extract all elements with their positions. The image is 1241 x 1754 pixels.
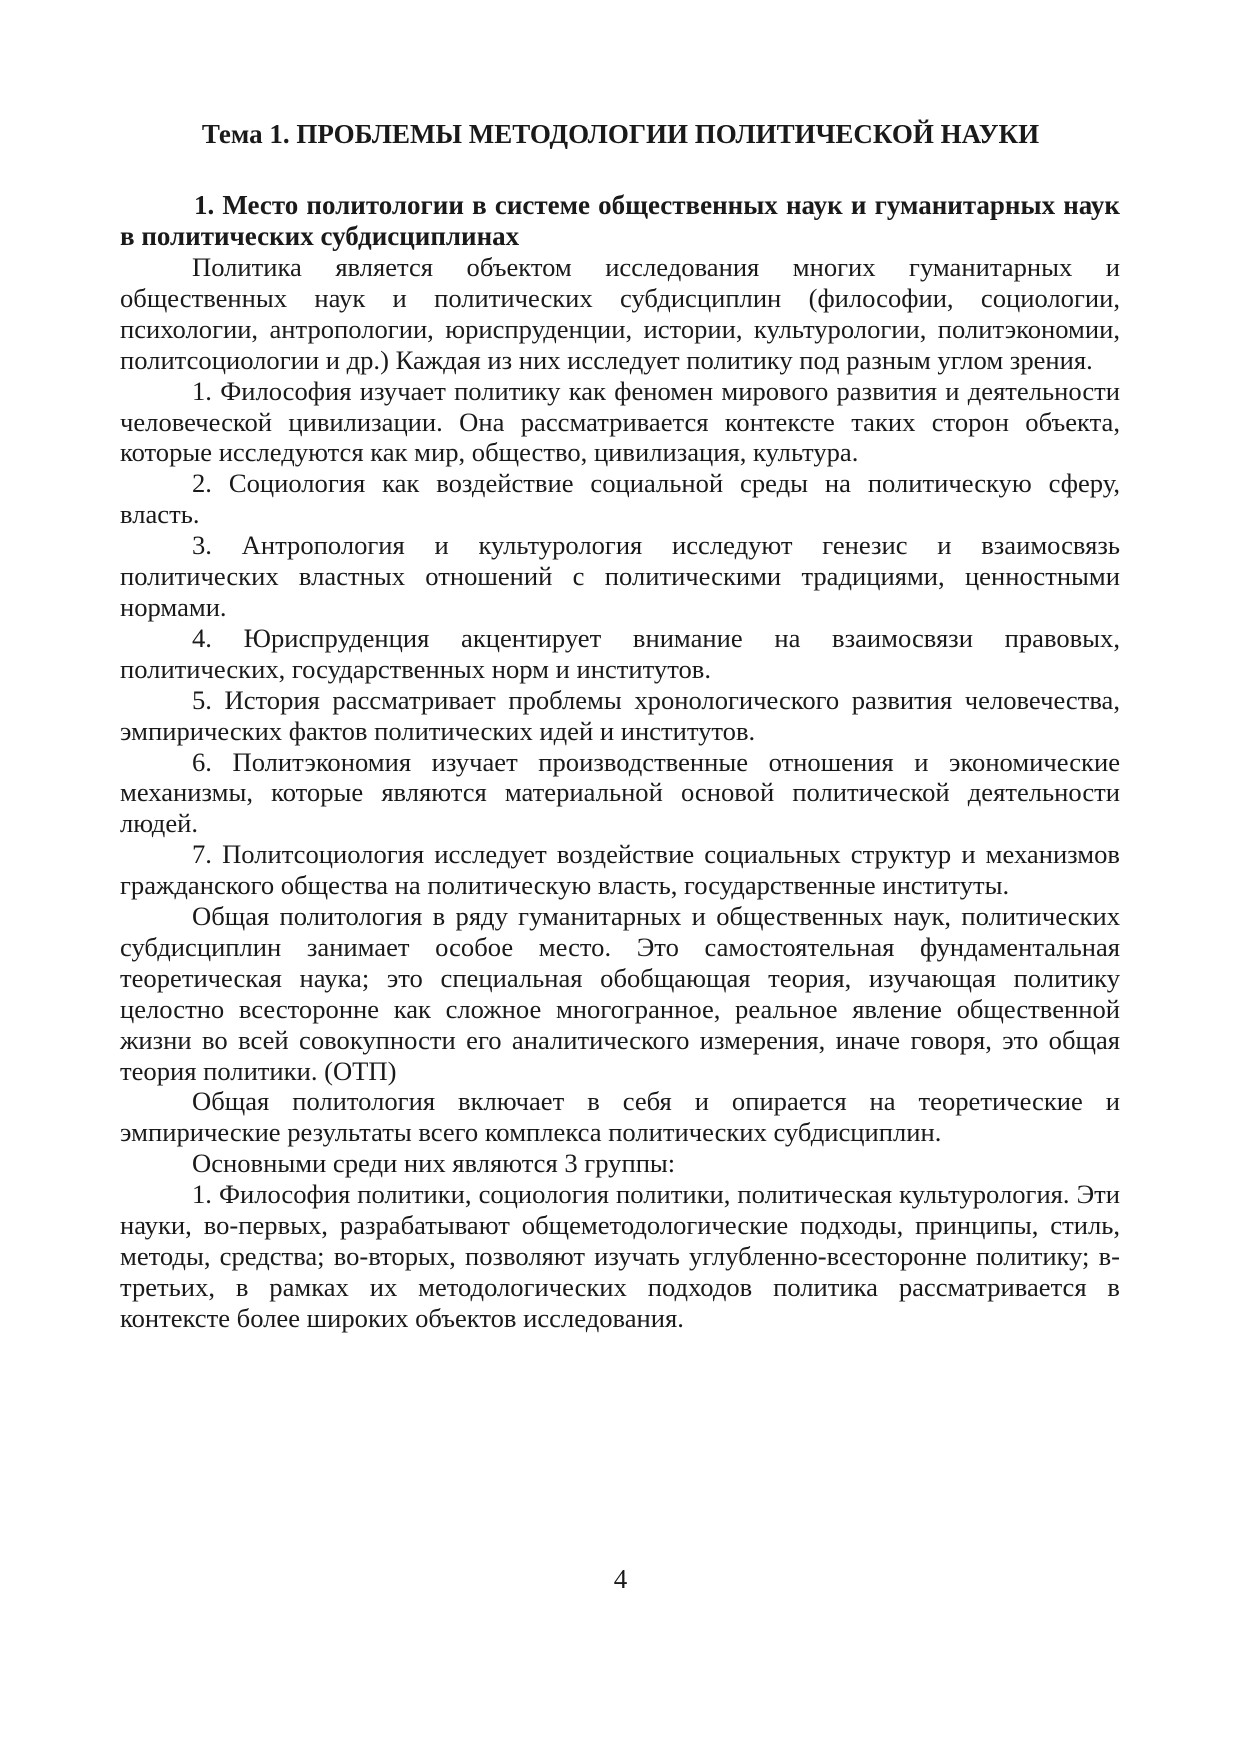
body-text [120, 252, 1120, 1334]
paragraph-groups: Основными среди них являются 3 группы: [192, 1148, 676, 1179]
section-heading: 1. Место политологии в системе общественных наук и гуманитарных наук в политических субдисциплинах [120, 190, 1120, 251]
paragraph-political-economy: 6. Политэкономия изучает производственные отношения и экономические механизмы, которые являются материальной основой политической деятельности людей. [120, 746, 1120, 839]
paragraph-political-sociology: 7. Политсоциология исследует воздействие социальных структур и механизмов гражданского общества на политическую власть, государственные институты. [120, 839, 1120, 901]
paragraph-sociology: 2. Социология как воздействие социальной среды на политическую сферу, власть. [120, 468, 1120, 530]
paragraph-anthropology: 3. Антропология и культурология исследуют генезис и взаимосвязь политических властных отношений с политическими традициями, ценностными нормами. [120, 530, 1120, 622]
paragraph-group-one: 1. Философия политики, социология политики, политическая культурология. Эти науки, во-первых, разрабатывают общеметодологические подходы, принципы, стиль, методы, средства; во-вторых, позволяют изучать углубленно-всесторонне политику; в-третьих, в рамках их методологических подходов политика рассматривается в контексте более широких объектов исследования. [120, 1179, 1120, 1333]
paragraph-history: 5. История рассматривает проблемы хронологического развития человечества, эмпирических фактов политических идей и институтов. [120, 684, 1120, 746]
paragraph-general-political-science: Общая политология в ряду гуманитарных и общественных наук, политических субдисциплин занимает особое место. Это самостоятельная фундаментальная теоретическая наука; это специальная обобщающая теория, изучающая политику целостно всесторонне как сложное многогранное, реальное явление общественной жизни во всей совокупности его аналитического измерения, иначе говоря, это общая теория политики. (ОТП) [120, 901, 1120, 1086]
topic-title: Тема 1. ПРОБЛЕМЫ МЕТОДОЛОГИИ ПОЛИТИЧЕСКОЙ НАУКИ [201, 119, 1040, 149]
paragraph-philosophy: 1. Философия изучает политику как феномен мирового развития и деятельности человеческой цивилизации. Она рассматривается контексте таких сторон объекта, которые исследуются как мир, общество, цивилизация, культура. [120, 375, 1120, 468]
paragraph-intro: Политика является объектом исследования многих гуманитарных и общественных наук и политических субдисциплин (философии, социологии, психологии, антропологии, юриспруденции, истории, культурологии, политэкономии, политсоциологии и др.) Каждая из них исследует политику под разным углом зрения. [120, 252, 1120, 375]
paragraph-jurisprudence: 4. Юриспруденция акцентирует внимание на взаимосвязи правовых, политических, государственных норм и институтов. [120, 622, 1120, 684]
page-number: 4 [613, 1564, 628, 1594]
paragraph-includes: Общая политология включает в себя и опирается на теоретические и эмпирические результаты всего комплекса политических субдисциплин. [120, 1086, 1120, 1148]
